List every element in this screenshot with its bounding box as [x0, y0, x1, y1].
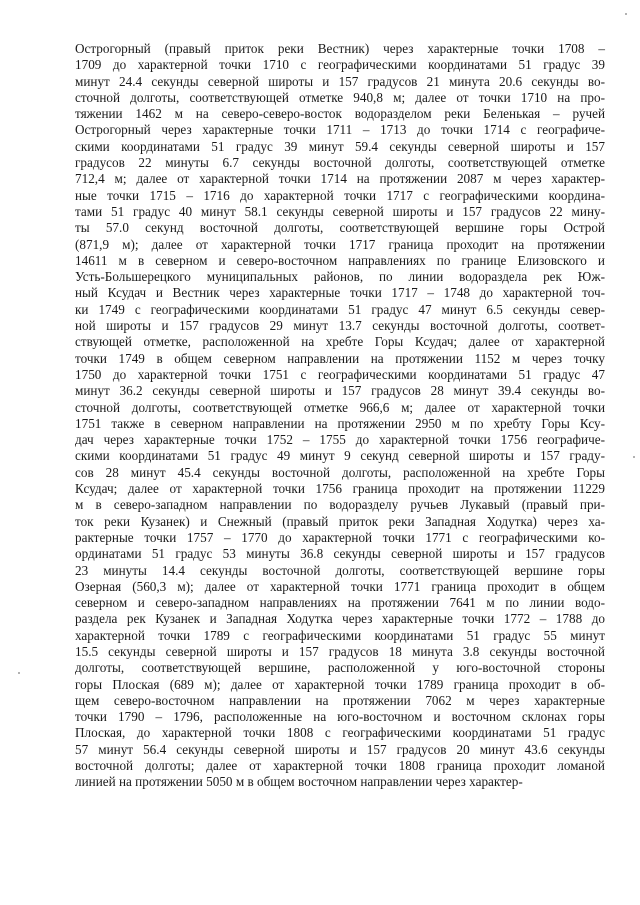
text-line: Плоская, до характерной точки 1808 с географическими координатами 51 градус [75, 725, 605, 741]
text-line: ординатами 51 градус 53 минуты 36.8 секунды северной широты и 157 градусов [75, 546, 605, 562]
text-line: дач через характерные точки 1752 – 1755 до характерной точки 1756 географиче- [75, 432, 605, 448]
text-line: 1709 до характерной точки 1710 с географическими координатами 51 градус 39 [75, 57, 605, 73]
text-line: градусов 22 минуты 6.7 секунды восточной долготы, соответствующей отметке [75, 155, 605, 171]
text-line: ные точки 1715 – 1716 до характерной точки 1717 с географическими координа- [75, 187, 605, 203]
text-line: Острогорный (правый приток реки Вестник) через характерные точки 1708 – [75, 41, 605, 56]
text-line: горы Плоская (689 м); далее от характерной точки 1789 граница проходит в об- [75, 676, 605, 692]
text-line: 57 минут 56.4 секунды северной широты и 157 градусов 20 минут 43.6 секунды [75, 741, 605, 757]
text-line: долготы, соответствующей вершине, расположенной у юго-восточной стороны [75, 660, 605, 676]
text-line: сточной долготы, соответствующей отметке 940,8 м; далее от точки 1710 на про- [75, 89, 605, 105]
text-line: сточной долготы, соответствующей отметке 966,6 м; далее от характерной точки [75, 399, 605, 415]
text-line: восточной долготы; далее от характерной точки 1808 граница проходит ломаной [75, 758, 605, 774]
text-line: щем северо-восточном направлении на протяжении 7062 м через характерные [75, 692, 605, 708]
text-line: раздела рек Кузанек и Западная Ходутка через характерные точки 1772 – 1788 до [75, 611, 605, 627]
text-line: рактерные точки 1757 – 1770 до характерной точки 1771 с географическими ко- [75, 529, 605, 545]
text-line: 14611 м в северном и северо-восточном направлениях по границе Елизовского и [75, 252, 605, 268]
text-line: ной широты и 157 градусов 29 минут 13.7 секунды восточной долготы, соответ- [75, 318, 605, 334]
text-line: скими координатами 51 градус 49 минут 9 секунд северной широты и 157 граду- [75, 448, 605, 464]
text-line: ток реки Кузанек) и Снежный (правый приток реки Западная Ходутка) через ха- [75, 513, 605, 529]
scan-speck [625, 13, 627, 15]
text-line: Озерная (560,3 м); далее от характерной точки 1771 граница проходит в общем [75, 578, 605, 594]
text-line: 15.5 секунды северной широты и 157 градусов 18 минута 3.8 секунды восточной [75, 643, 605, 659]
text-line: сов 28 минут 45.4 секунды восточной долготы, расположенной на хребте Горы [75, 464, 605, 480]
text-line: Острогорный через характерные точки 1711 – 1713 до точки 1714 с географиче- [75, 122, 605, 138]
text-line: 1750 до характерной точки 1751 с географическими координатами 51 градус 47 [75, 366, 605, 382]
text-line: точки 1790 – 1796, расположенные на юго-восточном и восточном склонах горы [75, 709, 605, 725]
text-line: тами 51 градус 40 минут 58.1 секунды северной широты и 157 градусов 22 мину- [75, 203, 605, 219]
text-line: (871,9 м); далее от характерной точки 1717 граница проходит на протяжении [75, 236, 605, 252]
text-line: Ксудач; далее от характерной точки 1756 граница проходит на протяжении 11229 [75, 481, 605, 497]
text-line: ки 1749 с географическими координатами 51 градус 47 минут 6.5 секунды север- [75, 301, 605, 317]
scan-speck [18, 672, 20, 674]
text-line: точки 1749 в общем северном направлении на протяжении 1152 м через точку [75, 350, 605, 366]
body-text [75, 41, 605, 791]
text-line: 23 минуты 14.4 секунды восточной долготы, соответствующей вершине горы [75, 562, 605, 578]
scan-speck [633, 456, 635, 458]
text-line: характерной точки 1789 с географическими координатами 51 градус 55 минут [75, 627, 605, 643]
text-line: ствующей отметке, расположенной на хребте Горы Ксудач; далее от характерной [75, 334, 605, 350]
text-line: линией на протяжении 5050 м в общем восточном направлении через характер- [75, 774, 523, 790]
text-line: ты 57.0 секунд восточной долготы, соответствующей вершине горы Острой [75, 220, 605, 236]
text-line: м в северо-западном направлении по водоразделу ручьев Лукавый (правый при- [75, 497, 605, 513]
text-line: тяжении 1462 м на северо-северо-восток водоразделом реки Беленькая – ручей [75, 106, 605, 122]
text-line: Усть-Большерецкого муниципальных районов, по линии водораздела рек Юж- [75, 269, 605, 285]
text-line: скими координатами 51 градус 39 минут 59.4 секунды северной широты и 157 [75, 138, 605, 154]
text-line: 712,4 м; далее от характерной точки 1714 на протяжении 2087 м через характер- [75, 171, 605, 187]
text-line: ный Ксудач и Вестник через характерные точки 1717 – 1748 до характерной точ- [75, 285, 605, 301]
text-line: 1751 также в северном направлении на протяжении 2950 м по хребту Горы Ксу- [75, 415, 605, 431]
text-line: минут 24.4 секунды северной широты и 157 градусов 21 минута 20.6 секунды во- [75, 73, 605, 89]
text-line: минут 36.2 секунды северной широты и 157 градусов 28 минут 39.4 секунды во- [75, 383, 605, 399]
text-line: северном и северо-западном направлениях на протяжении 7641 м по линии водо- [75, 595, 605, 611]
